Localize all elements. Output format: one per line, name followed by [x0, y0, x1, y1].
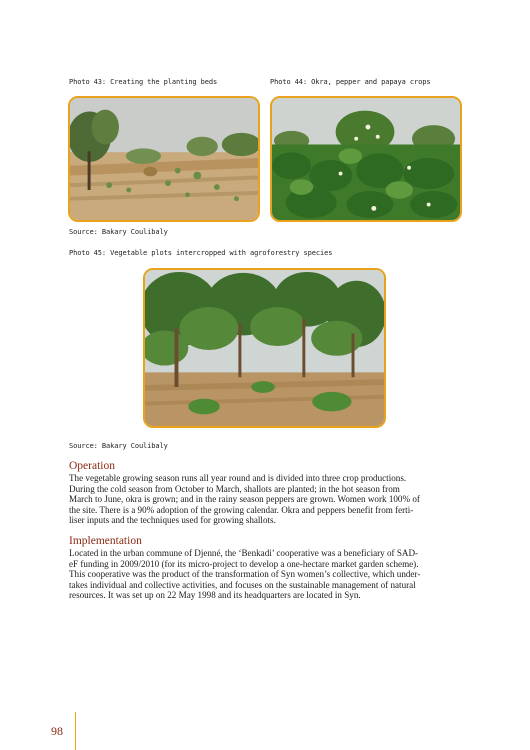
text-line: the site. There is a 90% adoption of the growing calendar. Okra and peppers benefit from ferti- — [69, 504, 414, 515]
photo-44-okra-pepper-papaya — [270, 96, 462, 222]
photo-43-planting-beds — [68, 96, 260, 222]
text-line: resources. It was set up on 22 May 1998 and its headquarters are located in Syn. — [69, 590, 361, 601]
text-line: The vegetable growing season runs all year round and is divided into three crop productions. — [69, 473, 407, 483]
photo-44-caption: Photo 44: Okra, pepper and papaya crops — [270, 78, 431, 86]
photo-45-caption: Photo 45: Vegetable plots intercropped with agroforestry species — [69, 249, 333, 257]
text-line: March to June, okra is grown; and in the rainy season peppers are grown. Women work 100% of — [69, 494, 420, 505]
footer-divider — [75, 712, 76, 750]
text-line: liser inputs and the techniques used for growing shallots. — [69, 515, 276, 526]
photo-45-vegetable-plots-agroforestry — [143, 268, 386, 428]
text-line: eF funding in 2009/2010 (for its micro-project to develop a one-hectare market garden scheme). — [69, 558, 419, 569]
implementation-paragraph — [69, 548, 465, 601]
source-caption-1: Source: Bakary Coulibaly — [69, 228, 168, 236]
implementation-heading: Implementation — [69, 535, 142, 547]
text-line: takes individual and collective activities, and focuses on the sustainable management of natural — [69, 579, 416, 590]
text-line: This cooperative was the product of the transformation of Syn women’s collective, which under- — [69, 569, 421, 580]
operation-heading: Operation — [69, 460, 115, 472]
page-number: 98 — [51, 724, 63, 738]
operation-paragraph — [69, 473, 465, 526]
source-caption-2: Source: Bakary Coulibaly — [69, 442, 168, 450]
photo-43-caption: Photo 43: Creating the planting beds — [69, 78, 218, 86]
text-line: During the cold season from October to March, shallots are planted; in the hot season from — [69, 483, 400, 494]
text-line: Located in the urban commune of Djenné, the ‘Benkadi’ cooperative was a beneficiary of SAD- — [69, 548, 419, 558]
